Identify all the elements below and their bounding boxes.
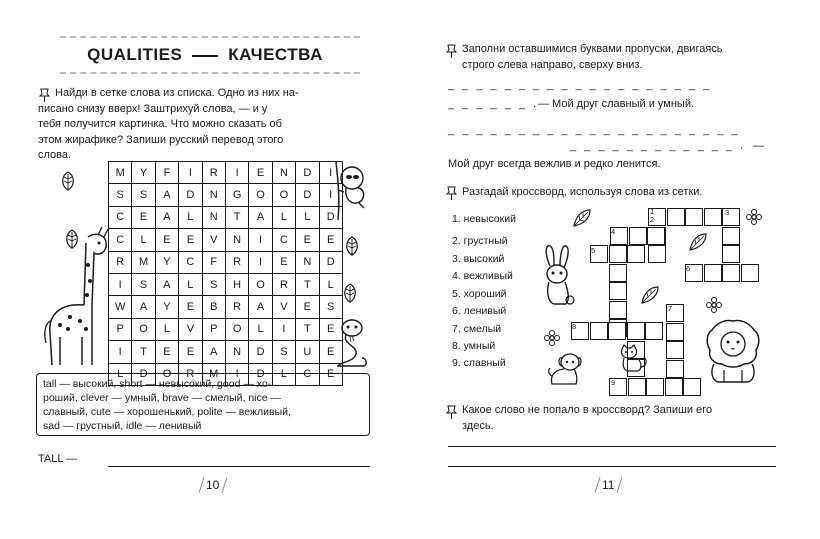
grid-cell[interactable]: S — [272, 341, 295, 363]
crossword-cell-number: 9 — [611, 378, 616, 387]
grid-cell[interactable]: C — [179, 251, 202, 273]
grid-cell[interactable]: I — [225, 363, 248, 385]
grid-cell[interactable]: R — [272, 273, 295, 295]
question — [462, 403, 802, 434]
crossword-cell[interactable] — [609, 301, 627, 319]
grid-cell[interactable]: L — [249, 318, 272, 340]
grid-cell[interactable]: M — [109, 162, 132, 184]
crossword-cell[interactable] — [666, 360, 684, 378]
grid-cell[interactable]: D — [249, 341, 272, 363]
grid-cell[interactable]: O — [155, 363, 178, 385]
grid-cell[interactable]: L — [179, 273, 202, 295]
grid-cell[interactable]: E — [155, 341, 178, 363]
grid-cell[interactable]: A — [132, 296, 155, 318]
top-dash-rule — [60, 36, 360, 38]
word-search-instruction — [38, 86, 385, 164]
cat-icon — [616, 343, 650, 373]
grid-cell[interactable]: E — [132, 206, 155, 228]
grid-cell[interactable]: R — [225, 296, 248, 318]
grid-cell[interactable]: V — [179, 318, 202, 340]
grid-cell[interactable]: H — [225, 273, 248, 295]
page-title — [0, 45, 410, 65]
crossword-cell[interactable] — [590, 322, 608, 340]
grid-cell[interactable]: C — [272, 229, 295, 251]
crossword-cell[interactable] — [704, 208, 722, 226]
crossword-cell[interactable] — [627, 245, 645, 263]
crossword-cell-number: 8 — [572, 322, 577, 331]
crossword-cell[interactable] — [683, 378, 701, 396]
page-number-slash — [199, 477, 205, 493]
crossword-cell[interactable] — [666, 323, 684, 341]
grid-cell[interactable]: L — [132, 229, 155, 251]
crossword-cell[interactable] — [629, 227, 647, 245]
crossword-clue: 3. высокий — [452, 253, 505, 265]
word-list-line: tall — высокий, short — невысокий, good — хо- — [43, 378, 272, 390]
grid-cell[interactable]: E — [179, 296, 202, 318]
crossword-cell-number: 3 — [725, 208, 730, 217]
fill-instruction — [462, 42, 802, 73]
grid-cell[interactable]: S — [132, 273, 155, 295]
grid-cell[interactable]: L — [272, 363, 295, 385]
question-line: Какое слово не попало в кроссворд? Запиши его — [462, 404, 713, 416]
page-number: 10 — [206, 478, 220, 492]
crossword-cell[interactable] — [645, 322, 663, 340]
grid-cell[interactable]: N — [225, 341, 248, 363]
grid-cell[interactable]: L — [109, 363, 132, 385]
answer-line[interactable] — [108, 466, 370, 467]
leaf-icon — [58, 170, 78, 192]
pushpin-icon — [445, 44, 458, 59]
grid-cell[interactable]: V — [272, 296, 295, 318]
grid-cell[interactable]: T — [132, 341, 155, 363]
word-list-line: роший, clever — умный, brave — смелый, nice — — [43, 392, 282, 404]
word-list-box — [36, 373, 370, 436]
grid-row — [109, 162, 343, 184]
leaf-icon — [342, 235, 362, 257]
crossword-cell[interactable] — [609, 264, 627, 282]
sentence-dash: — — [753, 140, 764, 152]
grid-cell[interactable]: I — [249, 251, 272, 273]
grid-cell[interactable]: O — [249, 184, 272, 206]
title-dash-rule — [60, 72, 360, 74]
crossword-clue: 4. вежливый — [452, 270, 513, 282]
grid-cell[interactable]: D — [179, 184, 202, 206]
crossword-clue: 5. хороший — [452, 288, 507, 300]
answer-label: TALL — — [38, 453, 78, 465]
page-number-slash — [617, 477, 623, 493]
title-russian: КАЧЕСТВА — [228, 45, 323, 64]
instruction-line: тебя получится картинка. Что можно сказать об — [38, 118, 282, 130]
crossword-cell[interactable] — [722, 264, 740, 282]
grid-cell[interactable]: D — [296, 184, 319, 206]
grid-cell[interactable]: E — [296, 296, 319, 318]
grid-cell[interactable]: A — [155, 184, 178, 206]
grid-cell[interactable]: D — [296, 162, 319, 184]
instruction-line: писано снизу вверх! Заштрихуй слова, — и у — [38, 102, 268, 115]
grid-cell[interactable]: I — [225, 162, 248, 184]
grid-cell[interactable]: T — [225, 206, 248, 228]
sentence: Мой друг всегда вежлив и редко ленится. — [448, 158, 661, 170]
sloth-icon — [328, 160, 373, 222]
grid-cell[interactable]: L — [319, 273, 342, 295]
grid-cell[interactable]: R — [179, 363, 202, 385]
blank-row[interactable]: _ _ _ _ _ _ _ _ _ _ _ _ . — [570, 140, 746, 152]
crossword-instruction: Разгадай кроссворд, используя слова из сетки. — [462, 186, 703, 198]
grid-cell[interactable]: L — [296, 206, 319, 228]
grid-cell[interactable]: N — [202, 206, 225, 228]
blank-row[interactable]: _ _ _ _ _ _ _ _ _ _ _ _ _ _ _ _ _ _ _ — [448, 79, 712, 91]
grid-cell[interactable]: S — [202, 273, 225, 295]
flower-icon — [544, 330, 560, 346]
grid-cell[interactable]: I — [179, 162, 202, 184]
answer-line[interactable] — [448, 466, 776, 467]
grid-cell[interactable]: E — [272, 251, 295, 273]
question-line: здесь. — [462, 419, 494, 432]
page-number-slash — [595, 477, 601, 493]
grid-cell[interactable]: P — [202, 318, 225, 340]
instruction-line: Заполни оставшимися буквами пропуски, двигаясь — [462, 43, 723, 55]
grid-cell[interactable]: D — [249, 363, 272, 385]
grid-row — [109, 273, 343, 295]
leaf-icon — [688, 232, 708, 252]
crossword-clue: 2. грустный — [452, 235, 508, 247]
grid-cell[interactable]: I — [319, 184, 342, 206]
instruction-line: этом жирафике? Запиши русский перевод этого — [38, 133, 284, 146]
grid-cell[interactable]: N — [202, 184, 225, 206]
crossword-cell[interactable] — [704, 264, 722, 282]
grid-cell[interactable]: Y — [132, 162, 155, 184]
crossword-clue: 9. славный — [452, 357, 506, 369]
flower-icon — [746, 209, 762, 225]
grid-cell[interactable]: C — [109, 206, 132, 228]
pushpin-icon — [445, 186, 458, 201]
grid-cell[interactable]: E — [319, 318, 342, 340]
crossword-clue: 7. смелый — [452, 323, 502, 335]
crossword-clue: 1. невысокий — [452, 213, 516, 225]
grid-cell[interactable]: S — [319, 296, 342, 318]
grid-cell[interactable]: I — [109, 273, 132, 295]
grid-cell[interactable]: O — [272, 184, 295, 206]
flower-icon — [706, 297, 722, 313]
grid-cell[interactable]: E — [319, 341, 342, 363]
grid-cell[interactable]: I — [109, 341, 132, 363]
grid-cell[interactable]: P — [109, 318, 132, 340]
grid-cell[interactable]: D — [319, 251, 342, 273]
lion-icon — [702, 318, 764, 384]
grid-cell[interactable]: E — [296, 229, 319, 251]
answer-line[interactable] — [448, 446, 776, 447]
blank-row[interactable]: _ _ _ _ _ _ . — [448, 98, 539, 110]
grid-cell[interactable]: T — [296, 318, 319, 340]
sentence: — Мой друг славный и умный. — [538, 98, 695, 110]
grid-cell[interactable]: M — [202, 363, 225, 385]
grid-cell[interactable]: E — [179, 229, 202, 251]
crossword-cell[interactable] — [609, 245, 627, 263]
grid-cell[interactable]: A — [249, 296, 272, 318]
grid-cell[interactable]: E — [249, 162, 272, 184]
grid-row — [109, 251, 343, 273]
crossword-cell-number: 2 — [650, 215, 655, 224]
grid-cell[interactable]: C — [296, 363, 319, 385]
grid-cell[interactable]: U — [296, 341, 319, 363]
grid-cell[interactable]: W — [109, 296, 132, 318]
snake-icon — [330, 318, 370, 370]
grid-cell[interactable]: O — [249, 273, 272, 295]
word-list-line: славный, cute — хорошенький, polite — вежливый, — [43, 406, 291, 418]
grid-cell[interactable]: T — [296, 273, 319, 295]
grid-cell[interactable]: O — [225, 318, 248, 340]
crossword-clue: 8. умный — [452, 340, 496, 352]
blank-row[interactable]: _ _ _ _ _ _ _ _ _ _ _ _ _ _ _ _ _ _ _ _ _ — [448, 124, 741, 136]
crossword-cell[interactable] — [628, 378, 646, 396]
grid-cell[interactable]: B — [202, 296, 225, 318]
crossword-cell[interactable] — [665, 378, 683, 396]
grid-row — [109, 341, 343, 363]
grid-cell[interactable]: N — [272, 162, 295, 184]
crossword-cell[interactable] — [646, 378, 664, 396]
grid-row — [109, 229, 343, 251]
grid-cell[interactable]: E — [179, 341, 202, 363]
grid-cell[interactable]: G — [225, 184, 248, 206]
grid-cell[interactable]: N — [225, 229, 248, 251]
word-search-grid[interactable] — [108, 161, 343, 386]
grid-cell[interactable]: L — [272, 206, 295, 228]
instruction-line: Найди в сетке слова из списка. Одно из них на- — [55, 87, 299, 99]
grid-row — [109, 206, 343, 228]
grid-cell[interactable]: R — [225, 251, 248, 273]
grid-cell[interactable]: A — [249, 206, 272, 228]
crossword-cell[interactable] — [722, 227, 740, 245]
instruction-line: строго слева направо, сверху вниз. — [462, 58, 643, 71]
crossword-cell[interactable] — [608, 322, 626, 340]
grid-cell[interactable]: A — [202, 341, 225, 363]
crossword-cell[interactable] — [627, 322, 645, 340]
grid-row — [109, 184, 343, 206]
grid-cell[interactable]: F — [155, 162, 178, 184]
page-number: 11 — [602, 478, 615, 492]
giraffe-icon — [40, 225, 110, 370]
grid-cell[interactable]: D — [319, 206, 342, 228]
grid-cell[interactable]: C — [109, 229, 132, 251]
grid-cell[interactable]: A — [155, 273, 178, 295]
grid-cell[interactable]: A — [155, 206, 178, 228]
grid-cell[interactable]: I — [319, 162, 342, 184]
leaf-icon — [340, 282, 360, 304]
grid-row — [109, 318, 343, 340]
grid-cell[interactable]: I — [272, 318, 295, 340]
grid-cell[interactable]: Y — [155, 296, 178, 318]
grid-cell[interactable]: M — [132, 251, 155, 273]
crossword-cell-number: 4 — [611, 227, 616, 236]
crossword-cell[interactable] — [667, 208, 685, 226]
leaf-icon — [572, 208, 592, 228]
crossword-cell[interactable] — [647, 227, 665, 245]
grid-row — [109, 296, 343, 318]
title-english: QUALITIES — [87, 45, 183, 64]
crossword-cell[interactable] — [722, 245, 740, 263]
grid-cell[interactable]: L — [155, 318, 178, 340]
crossword-clue: 6. ленивый — [452, 305, 507, 317]
crossword-cell[interactable] — [666, 341, 684, 359]
grid-cell[interactable]: R — [109, 251, 132, 273]
instruction-line: слова. — [38, 149, 72, 161]
grid-cell[interactable]: S — [109, 184, 132, 206]
crossword-cell-number: 6 — [686, 264, 691, 273]
leaf-icon — [640, 285, 660, 305]
grid-cell[interactable]: I — [249, 229, 272, 251]
crossword-cell-number: 1 — [650, 207, 655, 216]
grid-cell[interactable]: V — [202, 229, 225, 251]
pushpin-icon — [445, 405, 458, 420]
title-dash — [192, 55, 218, 57]
grid-cell[interactable]: Y — [155, 251, 178, 273]
grid-cell[interactable]: E — [319, 363, 342, 385]
grid-cell[interactable]: E — [155, 229, 178, 251]
puppy-icon — [546, 352, 586, 386]
grid-cell[interactable]: S — [132, 184, 155, 206]
grid-cell[interactable]: D — [132, 363, 155, 385]
grid-cell[interactable]: N — [296, 251, 319, 273]
crossword-cell[interactable] — [609, 282, 627, 300]
grid-cell[interactable]: F — [202, 251, 225, 273]
crossword-cell-number: 5 — [591, 246, 596, 255]
grid-cell[interactable]: E — [319, 229, 342, 251]
crossword-cell-number: 7 — [668, 304, 673, 313]
crossword-cell[interactable] — [741, 264, 759, 282]
grid-cell[interactable]: O — [132, 318, 155, 340]
grid-cell[interactable]: L — [179, 206, 202, 228]
crossword-cell[interactable] — [685, 208, 703, 226]
grid-cell[interactable]: R — [202, 162, 225, 184]
page-number-slash — [222, 477, 228, 493]
word-list-line: sad — грустный, idle — ленивый — [43, 420, 202, 432]
crossword-cell[interactable] — [648, 245, 666, 263]
rabbit-icon — [540, 242, 576, 306]
